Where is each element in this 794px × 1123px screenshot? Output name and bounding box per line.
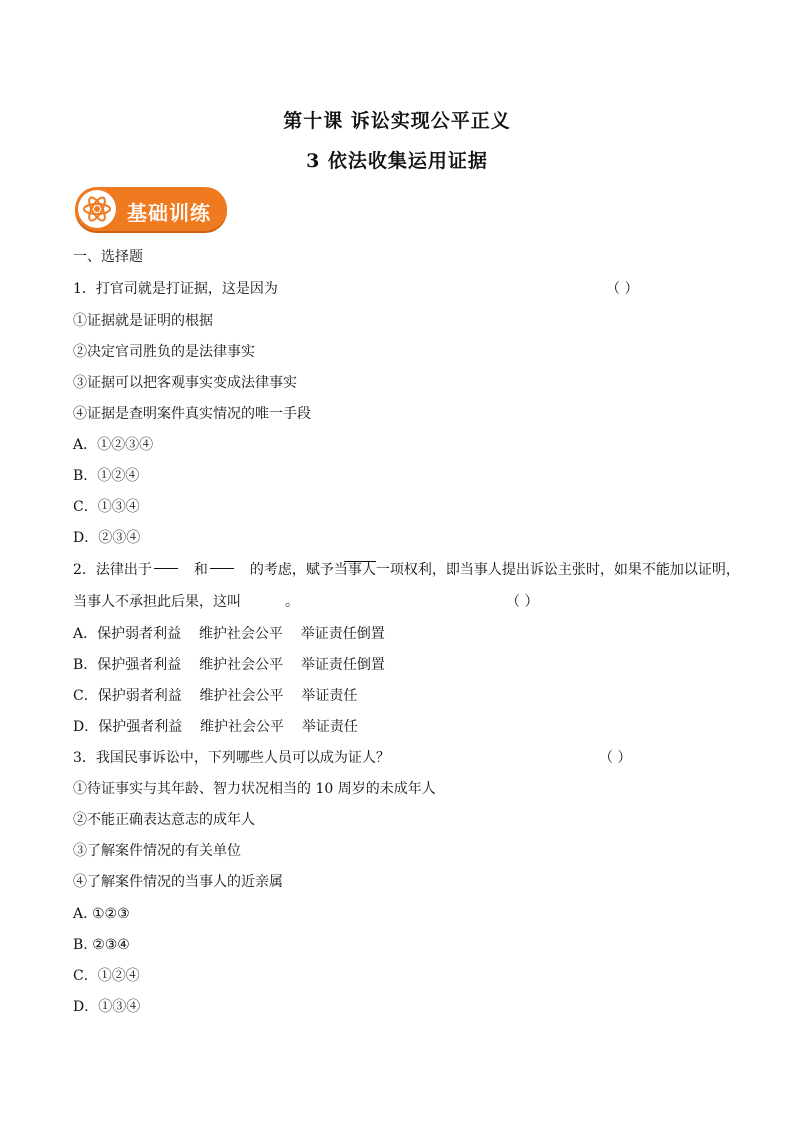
q1-stem: 1．打官司就是打证据，这是因为 (73, 281, 278, 297)
badge-label: 基础训练 (127, 201, 211, 225)
q2-stem-line2 (73, 592, 299, 612)
q1-item-2: ②决定官司胜负的是法律事实 (73, 344, 255, 360)
q1-item-4: ④证据是查明案件真实情况的唯一手段 (73, 406, 311, 422)
q1-option-c: C．①③④ (73, 499, 140, 515)
page-title: 第十课 诉讼实现公平正义 (283, 110, 511, 132)
q2-stem-part-2: 和 (193, 562, 208, 578)
q1-answer-paren: （ ） (606, 281, 639, 297)
q3-stem: 3．我国民事诉讼中，下列哪些人员可以成为证人？ (73, 750, 390, 766)
section-badge (75, 187, 227, 231)
q3-option-b: B. ②③④ (73, 937, 130, 953)
q3-answer-paren: （ ） (599, 750, 632, 766)
q1-item-3: ③证据可以把客观事实变成法律事实 (73, 375, 297, 391)
q3-item-1: ①待证事实与其年龄、智力状况相当的 10 周岁的未成年人 (73, 781, 436, 797)
q2-answer-paren: （ ） (506, 594, 539, 610)
section-heading: 一、选择题 (73, 249, 143, 265)
q2-stem-part-3: 的考虑，赋予当事人一项权利，即当事人提出诉讼主张时，如果不能加以证明， (249, 562, 740, 578)
q2-stem-part-4: 当事人不承担此后果，这叫 (73, 594, 241, 610)
q2-stem-part-1: 2．法律出于 (73, 562, 152, 578)
q1-item-1: ①证据就是证明的根据 (73, 313, 213, 329)
page-subtitle: 3 依法收集运用证据 (306, 150, 488, 172)
q2-stem-line1 (73, 560, 740, 580)
atom-icon (81, 193, 113, 225)
q2-blank-2 (210, 568, 234, 569)
q2-option-c: C．保护弱者利益 维护社会公平 举证责任 (73, 688, 358, 704)
q3-option-c: C．①②④ (73, 968, 140, 984)
badge-icon-circle (78, 190, 116, 228)
q2-option-b: B．保护强者利益 维护社会公平 举证责任倒置 (73, 657, 385, 673)
q2-blank-1 (154, 568, 178, 569)
q3-option-d: D．①③④ (73, 999, 141, 1015)
q3-item-4: ④了解案件情况的当事人的近亲属 (73, 874, 283, 890)
q3-item-3: ③了解案件情况的有关单位 (73, 843, 241, 859)
q3-item-2: ②不能正确表达意志的成年人 (73, 812, 255, 828)
q3-option-a: A. ①②③ (73, 906, 130, 922)
q2-option-d: D．保护强者利益 维护社会公平 举证责任 (73, 719, 358, 735)
q2-option-a: A．保护弱者利益 维护社会公平 举证责任倒置 (73, 626, 385, 642)
q2-stem-part-5: 。 (285, 594, 299, 610)
q2-mark-line (344, 561, 376, 562)
q1-option-a: A．①②③④ (73, 437, 154, 453)
q1-option-b: B．①②④ (73, 468, 140, 484)
q1-option-d: D．②③④ (73, 530, 141, 546)
